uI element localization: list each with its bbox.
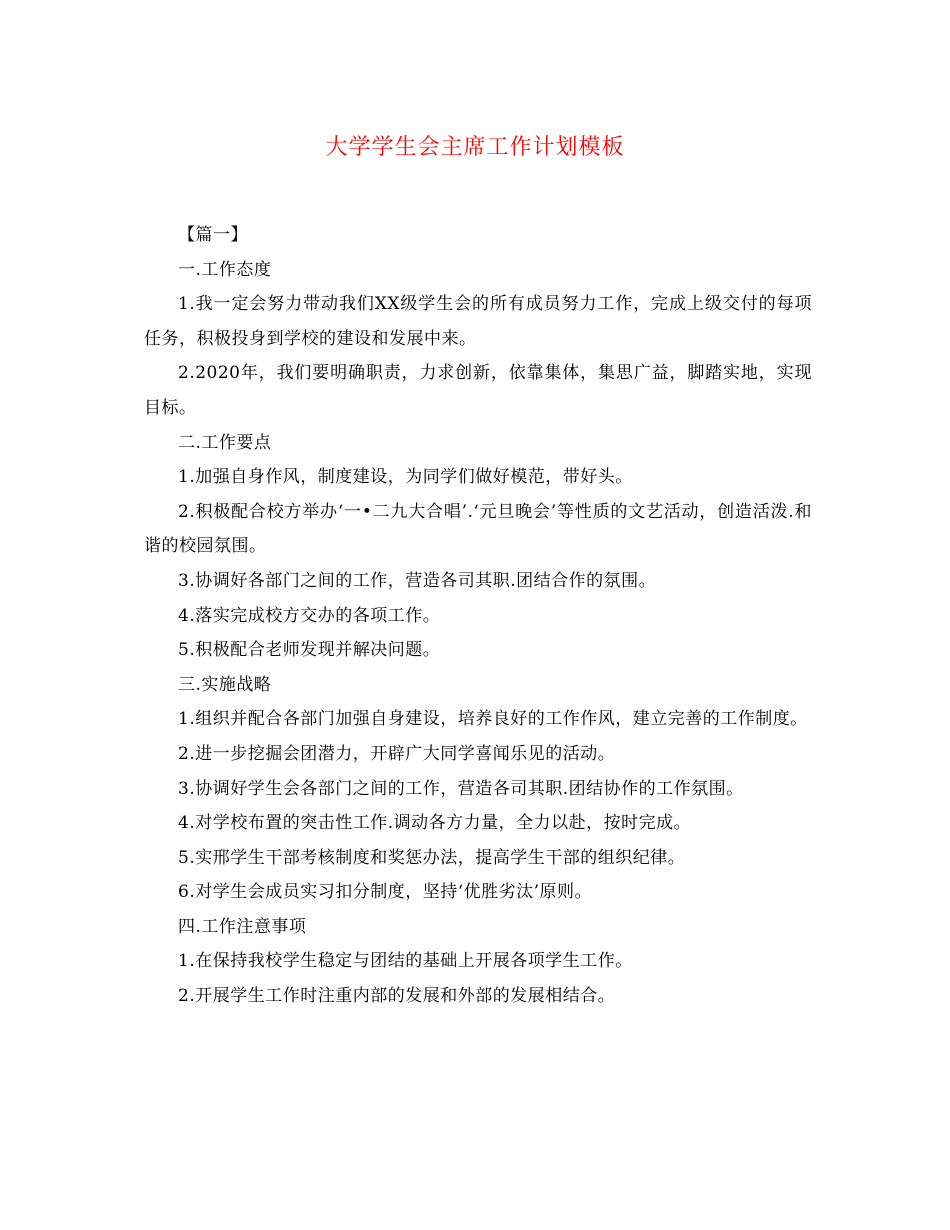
section-label: 【篇一】 <box>178 225 248 245</box>
paragraph: 5.积极配合老师发现并解决问题。 <box>178 640 441 661</box>
paragraph: 1.在保持我校学生稳定与团结的基础上开展各项学生工作。 <box>178 951 633 972</box>
paragraph: 1.组织并配合各部门加强自身建设，培养良好的工作作风，建立完善的工作制度。 <box>178 709 808 730</box>
section-heading: 一.工作态度 <box>178 259 272 280</box>
paragraph: 3.协调好各部门之间的工作，营造各司其职.团结合作的氛围。 <box>178 570 657 591</box>
paragraph: 2.2020年，我们要明确职责，力求创新，依靠集体，集思广益，脚踏实地，实现目标。 <box>144 363 812 418</box>
paragraph: 5.实邢学生干部考核制度和奖惩办法，提高学生干部的组织纪律。 <box>178 847 686 868</box>
section-heading: 四.工作注意事项 <box>178 916 307 937</box>
paragraph: 4.对学校布置的突击性工作.调动各方力量，全力以赴，按时完成。 <box>178 813 692 834</box>
section-heading: 二.工作要点 <box>178 432 272 453</box>
paragraph: 4.落实完成校方交办的各项工作。 <box>178 605 441 626</box>
paragraph: 6.对学生会成员实习扣分制度，坚持‘优胜劣汰’原则。 <box>178 882 593 903</box>
paragraph: 1.我一定会努力带动我们XX级学生会的所有成员努力工作，完成上级交付的每项任务，积极投身到学校的建设和发展中来。 <box>144 294 812 349</box>
section-heading: 三.实施战略 <box>178 674 272 695</box>
paragraph: 3.协调好学生会各部门之间的工作，营造各司其职.团结协作的工作氛围。 <box>178 778 744 799</box>
paragraph: 2.进一步挖掘会团潜力，开辟广大同学喜闻乐见的活动。 <box>178 743 616 764</box>
document-body <box>144 218 812 1014</box>
paragraph: 2.开展学生工作时注重内部的发展和外部的发展相结合。 <box>178 986 616 1007</box>
paragraph: 1.加强自身作风，制度建设，为同学们做好模范，带好头。 <box>178 467 633 488</box>
document-title: 大学学生会主席工作计划模板 <box>325 135 625 160</box>
paragraph: 2.积极配合校方举办‘一•二九大合唱’.‘元旦晚会’等性质的文艺活动，创造活泼.和谐的校园氛围。 <box>144 501 812 557</box>
